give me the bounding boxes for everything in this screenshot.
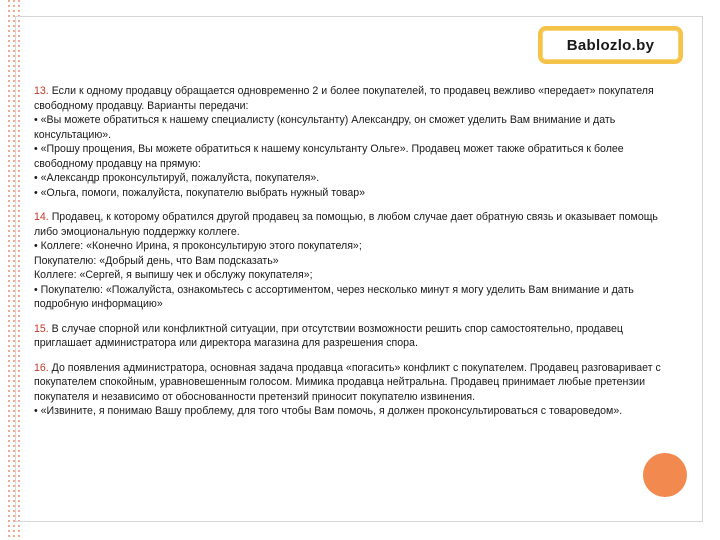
rule-text-line: • «Александр проконсультируй, пожалуйста, покупателя». xyxy=(34,172,320,184)
rule-text-line: 13. Если к одному продавцу обращается одновременно 2 и более покупателей, то продавец вежливо «передает» покупателя свободному продавцу. Варианты передачи: xyxy=(34,85,654,112)
rule-number: 14. xyxy=(34,211,49,223)
rule-item-16 xyxy=(34,361,662,419)
decorative-dashed-line xyxy=(8,0,10,540)
rule-text-line: • Покупателю: «Пожалуйста, ознакомьтесь с ассортиментом, через несколько минут я могу уделить Вам внимание и дать подробную информацию» xyxy=(34,283,634,310)
logo-text: Bablozlo.by xyxy=(566,36,655,54)
logo-badge xyxy=(538,26,683,64)
rule-number: 15. xyxy=(34,322,49,335)
rule-text-line: • Коллеге: «Конечно Ирина, я проконсультирую этого покупателя»; xyxy=(34,240,362,252)
rule-text-line: Коллеге: «Сергей, я выпишу чек и обслужу покупателя»; xyxy=(34,269,313,281)
rule-item-15 xyxy=(34,322,662,351)
rule-number: 16. xyxy=(34,361,49,374)
rule-text-line: • «Ольга, помоги, пожалуйста, покупателю выбрать нужный товар» xyxy=(34,186,366,199)
rule-text-line: • «Прошу прощения, Вы можете обратиться к нашему консультанту Ольге». Продавец может также обратиться к более свободному продавцу на прямую: xyxy=(34,143,624,170)
rule-item-14 xyxy=(34,210,662,312)
rule-text-line: • «Вы можете обратиться к нашему специалисту (консультанту) Александру, он сможет уделить Вам внимание и дать консультацию». xyxy=(34,114,616,141)
rule-text-line: • «Извините, я понимаю Вашу проблему, для того чтобы Вам помочь, я должен проконсультироваться с товароведом». xyxy=(34,405,623,417)
rule-item-13 xyxy=(34,84,662,200)
rule-text-line: 14. Продавец, к которому обратился другой продавец за помощью, в любом случае дает обратную связь и оказывает помощь либо эмоциональную поддержку коллеге. xyxy=(34,211,658,238)
rule-text-line: 16. До появления администратора, основная задача продавца «погасить» конфликт с покупателем. Продавец разговаривает с покупателем спокойным, уравновешенным голосом. Мимика продавца нейтральна. Продавец принимает любые претензии покупателя и независимо от обоснованности претензий приносит покупателю извинения. xyxy=(34,361,661,403)
document-body xyxy=(34,84,662,429)
decorative-circle xyxy=(643,453,687,497)
rule-text-line: Покупателю: «Добрый день, что Вам подсказать» xyxy=(34,254,279,267)
rule-text-line: 15. В случае спорной или конфликтной ситуации, при отсутствии возможности решить спор самостоятельно, продавец приглашает администратора или директора магазина для разрешения спора. xyxy=(34,322,623,349)
rule-number: 13. xyxy=(34,85,49,97)
